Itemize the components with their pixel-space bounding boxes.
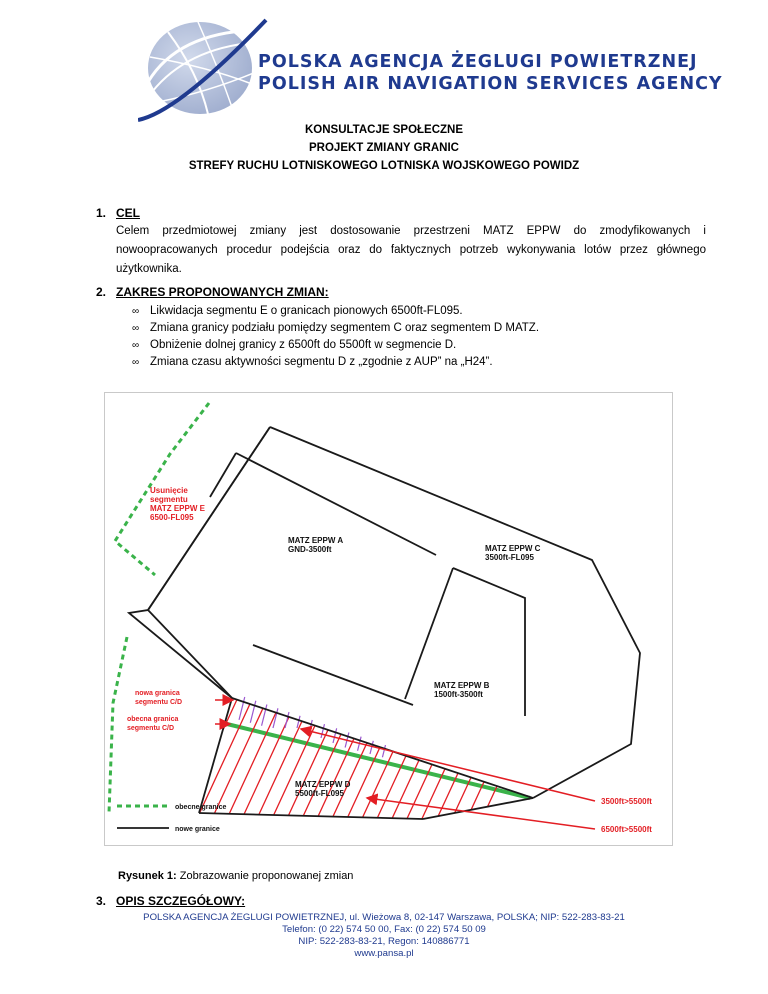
section2-number: 2. [96, 285, 107, 299]
list-item: ∞ Zmiana czasu aktywności segmentu D z „zgodnie z AUP” na „H24”. [132, 354, 539, 371]
footer-website-link[interactable]: www.pansa.pl [354, 948, 414, 959]
doc-title-line1: KONSULTACJE SPOŁECZNE [304, 124, 464, 136]
bullet-icon: ∞ [132, 357, 140, 368]
label-segment-d [295, 780, 351, 798]
legend-new-label: nowe granice [175, 826, 220, 833]
footer-phone: Telefon: (0 22) 574 50 00, Fax: (0 22) 574 50 09 [282, 924, 486, 935]
section3-title: OPIS SZCZEGÓŁOWY: [116, 894, 246, 908]
figure-caption [118, 870, 353, 882]
label-segment-e [150, 486, 206, 522]
org-name-pl: POLSKA AGENCJA ŻEGLUGI POWIETRZNEJ [258, 52, 698, 72]
airspace-map-figure [104, 392, 673, 846]
svg-text:GND-3500ft: GND-3500ft [288, 545, 332, 554]
new-boundaries [129, 427, 640, 819]
svg-text:6500-FL095: 6500-FL095 [150, 513, 194, 522]
list-item: ∞ Zmiana granicy podziału pomiędzy segmentem C oraz segmentem D MATZ. [132, 320, 539, 337]
svg-text:segmentu: segmentu [150, 495, 188, 504]
bullet-icon: ∞ [132, 340, 140, 351]
section2-title: ZAKRES PROPONOWANYCH ZMIAN: [116, 285, 329, 299]
list-item: ∞ Likwidacja segmentu E o granicach pionowych 6500ft-FL095. [132, 303, 539, 320]
svg-text:MATZ EPPW E: MATZ EPPW E [150, 504, 205, 513]
changes-list [132, 303, 539, 371]
section1-number: 1. [96, 206, 107, 220]
label-current-boundary-cd [127, 716, 178, 732]
label-segment-a [288, 536, 343, 554]
svg-text:MATZ EPPW A: MATZ EPPW A [288, 536, 344, 545]
svg-text:MATZ EPPW C: MATZ EPPW C [485, 544, 541, 553]
annotation-arrows [215, 700, 595, 829]
svg-text:obecna granica: obecna granica [127, 716, 179, 723]
label-new-boundary-cd [135, 690, 182, 706]
label-segment-c [485, 544, 541, 562]
section1-text: Celem przedmiotowej zmiany jest dostosowanie przestrzeni MATZ EPPW do zmodyfikowanych i nowoopracowanych procedur podejścia oraz do faktycznych potrzeb wykonywania lotów przez głównego użytkownika. [116, 225, 706, 275]
pansa-logo [138, 12, 268, 122]
label-change-c: 3500ft>5500ft [601, 797, 652, 806]
org-name-en: POLISH AIR NAVIGATION SERVICES AGENCY [258, 74, 723, 94]
svg-text:segmentu C/D: segmentu C/D [127, 725, 175, 732]
new-boundary-hatching [225, 688, 391, 763]
doc-title-line3: STREFY RUCHU LOTNISKOWEGO LOTNISKA WOJSKOWEGO POWIDZ [188, 160, 580, 172]
svg-text:1500ft-3500ft: 1500ft-3500ft [434, 690, 483, 699]
label-change-d: 6500ft>5500ft [601, 825, 652, 834]
svg-text:nowa granica: nowa granica [135, 690, 180, 697]
svg-text:Usunięcie: Usunięcie [150, 486, 188, 495]
svg-text:MATZ EPPW D: MATZ EPPW D [295, 780, 351, 789]
bullet-icon: ∞ [132, 306, 140, 317]
svg-text:segmentu C/D: segmentu C/D [135, 699, 183, 706]
airspace-map [105, 393, 672, 845]
svg-text:5500ft-FL095: 5500ft-FL095 [295, 789, 344, 798]
footer-ids: NIP: 522-283-83-21, Regon: 140886771 [298, 936, 470, 947]
section3-number: 3. [96, 894, 107, 908]
caption-label: Rysunek 1: [118, 870, 177, 882]
section1-title: CEL [116, 206, 140, 220]
current-boundaries [109, 403, 530, 813]
caption-text: Zobrazowanie proponowanej zmian [179, 870, 354, 882]
bullet-icon: ∞ [132, 323, 140, 334]
list-item: ∞ Obniżenie dolnej granicy z 6500ft do 5500ft w segmencie D. [132, 337, 539, 354]
svg-text:3500ft-FL095: 3500ft-FL095 [485, 553, 534, 562]
svg-text:MATZ EPPW B: MATZ EPPW B [434, 681, 490, 690]
doc-title-line2: PROJEKT ZMIANY GRANIC [309, 142, 459, 154]
footer-address: POLSKA AGENCJA ŻEGLUGI POWIETRZNEJ, ul. Wieżowa 8, 02-147 Warszawa, POLSKA; NIP: 522-283-83-21 [143, 912, 625, 923]
label-segment-b [434, 681, 490, 699]
legend-current-label: obecne granice [175, 804, 227, 811]
